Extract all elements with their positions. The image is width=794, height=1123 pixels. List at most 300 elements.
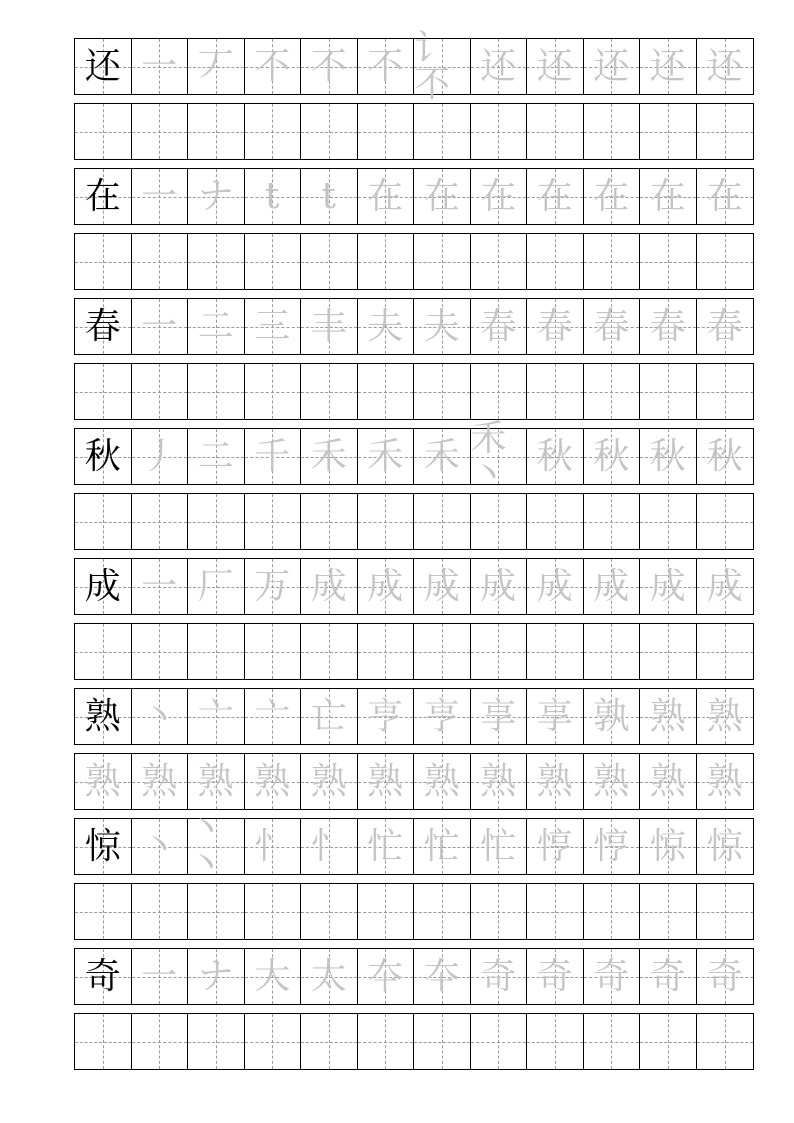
trace-cell: [471, 299, 528, 354]
trace-cell: [584, 429, 641, 484]
trace-character: ナ: [197, 955, 234, 997]
blank-cell: [640, 364, 697, 419]
trace-character: 还: [706, 45, 743, 87]
trace-cell: [132, 819, 189, 874]
practice-row: [74, 233, 754, 290]
blank-cell: [301, 1014, 358, 1069]
model-cell: [75, 559, 132, 614]
trace-character: 亨: [423, 695, 460, 737]
trace-character: t: [321, 175, 336, 217]
trace-character: 一: [141, 45, 178, 87]
trace-cell: [640, 559, 697, 614]
trace-cell: [245, 429, 302, 484]
trace-cell: [301, 949, 358, 1004]
blank-cell: [75, 364, 132, 419]
trace-cell: [697, 689, 754, 744]
trace-cell: [188, 949, 245, 1004]
blank-cell: [301, 884, 358, 939]
trace-character: 秋: [649, 435, 686, 477]
blank-cell: [697, 884, 754, 939]
trace-cell: [245, 949, 302, 1004]
blank-cell: [527, 494, 584, 549]
trace-cell: [301, 819, 358, 874]
trace-cell: [414, 559, 471, 614]
practice-row: [74, 493, 754, 550]
trace-cell: [132, 429, 189, 484]
blank-cell: [584, 494, 641, 549]
trace-cell: [358, 429, 415, 484]
trace-character: 不: [254, 45, 291, 87]
blank-cell: [75, 624, 132, 679]
blank-cell: [188, 884, 245, 939]
trace-cell: [358, 949, 415, 1004]
trace-character: 忙: [480, 825, 517, 867]
trace-cell: [527, 559, 584, 614]
trace-character: 在: [367, 175, 404, 217]
blank-cell: [640, 494, 697, 549]
blank-cell: [188, 1014, 245, 1069]
trace-cell: [584, 169, 641, 224]
blank-cell: [527, 1014, 584, 1069]
blank-cell: [697, 624, 754, 679]
blank-cell: [414, 104, 471, 159]
trace-cell: [697, 429, 754, 484]
model-character: 奇: [84, 955, 121, 997]
trace-character: 熟: [536, 760, 573, 802]
trace-cell: [527, 949, 584, 1004]
trace-cell: [358, 39, 415, 94]
trace-character: 悙: [536, 825, 573, 867]
trace-character: 成: [536, 565, 573, 607]
trace-character: 三: [254, 305, 291, 347]
trace-character: 在: [649, 175, 686, 217]
trace-cell: [640, 689, 697, 744]
blank-cell: [358, 364, 415, 419]
trace-character: 春: [536, 305, 573, 347]
trace-cell: [697, 754, 754, 809]
trace-character: 太: [310, 955, 347, 997]
blank-cell: [527, 234, 584, 289]
trace-character: 熟: [310, 760, 347, 802]
blank-cell: [132, 624, 189, 679]
trace-cell: [414, 27, 471, 105]
trace-character: 一: [141, 565, 178, 607]
trace-cell: [584, 559, 641, 614]
blank-cell: [188, 104, 245, 159]
blank-cell: [697, 1014, 754, 1069]
trace-character: 夲: [367, 955, 404, 997]
trace-cell: [414, 949, 471, 1004]
blank-cell: [584, 884, 641, 939]
trace-cell: [301, 754, 358, 809]
blank-cell: [697, 234, 754, 289]
blank-cell: [527, 624, 584, 679]
blank-cell: [245, 104, 302, 159]
trace-character: 熟: [197, 760, 234, 802]
blank-cell: [358, 884, 415, 939]
trace-character: ナ: [197, 175, 234, 217]
trace-cell: [640, 949, 697, 1004]
blank-cell: [697, 104, 754, 159]
trace-character: 奇: [649, 955, 686, 997]
blank-cell: [301, 494, 358, 549]
trace-character: 成: [423, 565, 460, 607]
trace-cell: [301, 169, 358, 224]
trace-character: 忄: [310, 825, 347, 867]
blank-cell: [414, 364, 471, 419]
trace-character: 熟: [480, 760, 517, 802]
trace-cell: [245, 689, 302, 744]
blank-cell: [358, 494, 415, 549]
character-row: [74, 948, 754, 1005]
blank-cell: [471, 494, 528, 549]
trace-character: 春: [480, 305, 517, 347]
blank-cell: [414, 624, 471, 679]
blank-cell: [471, 624, 528, 679]
trace-cell: [414, 169, 471, 224]
blank-cell: [75, 884, 132, 939]
trace-cell: [414, 299, 471, 354]
trace-character: 不: [310, 45, 347, 87]
blank-cell: [132, 234, 189, 289]
trace-character: 惊: [706, 825, 743, 867]
blank-cell: [640, 624, 697, 679]
blank-cell: [471, 364, 528, 419]
trace-character: 秋: [536, 435, 573, 477]
trace-character: 奇: [593, 955, 630, 997]
trace-character: 在: [536, 175, 573, 217]
trace-character: 二: [197, 435, 234, 477]
trace-cell: [640, 299, 697, 354]
trace-character: 不: [367, 45, 404, 87]
blank-cell: [527, 884, 584, 939]
character-row: [74, 807, 754, 885]
trace-cell: [245, 754, 302, 809]
trace-cell: [245, 169, 302, 224]
trace-cell: [697, 559, 754, 614]
trace-character: 奇: [536, 955, 573, 997]
trace-cell: [471, 169, 528, 224]
model-cell: [75, 949, 132, 1004]
trace-cell: [245, 39, 302, 94]
trace-cell: [358, 559, 415, 614]
trace-cell: [697, 39, 754, 94]
trace-cell: [471, 689, 528, 744]
trace-cell: [640, 429, 697, 484]
blank-cell: [132, 494, 189, 549]
trace-cell: [188, 169, 245, 224]
trace-cell: [584, 39, 641, 94]
trace-cell: [471, 949, 528, 1004]
trace-character: 熟: [84, 760, 121, 802]
trace-character: 春: [706, 305, 743, 347]
blank-cell: [75, 234, 132, 289]
blank-cell: [584, 234, 641, 289]
trace-cell: [188, 754, 245, 809]
practice-row: [74, 623, 754, 680]
trace-character: 忙: [367, 825, 404, 867]
character-row: [74, 168, 754, 225]
trace-cell: [358, 819, 415, 874]
trace-cell: [358, 689, 415, 744]
blank-cell: [527, 104, 584, 159]
blank-cell: [245, 624, 302, 679]
blank-cell: [132, 884, 189, 939]
blank-cell: [358, 624, 415, 679]
blank-cell: [697, 364, 754, 419]
trace-cell: [527, 819, 584, 874]
model-character: 春: [84, 305, 121, 347]
blank-cell: [697, 494, 754, 549]
trace-cell: [527, 754, 584, 809]
trace-character: 在: [480, 175, 517, 217]
practice-row: [74, 103, 754, 160]
blank-cell: [245, 364, 302, 419]
trace-cell: [414, 429, 471, 484]
trace-character: 春: [593, 305, 630, 347]
trace-character: 悙: [593, 825, 630, 867]
character-row: [74, 688, 754, 745]
trace-cell: [188, 807, 245, 885]
trace-cell: [245, 299, 302, 354]
trace-cell: [584, 819, 641, 874]
blank-cell: [471, 1014, 528, 1069]
blank-cell: [471, 884, 528, 939]
trace-cell: [132, 949, 189, 1004]
blank-cell: [245, 884, 302, 939]
trace-character: 禾丶: [470, 417, 507, 495]
trace-cell: [414, 819, 471, 874]
blank-cell: [358, 234, 415, 289]
trace-character: 丶: [141, 825, 178, 867]
trace-character: 禾: [367, 435, 404, 477]
trace-character: 享: [480, 695, 517, 737]
trace-character: 熟: [423, 760, 460, 802]
practice-row: [74, 363, 754, 420]
character-row: [74, 27, 754, 105]
blank-cell: [527, 364, 584, 419]
trace-character: 万: [254, 565, 291, 607]
trace-cell: [640, 819, 697, 874]
trace-character: 孰: [593, 695, 630, 737]
trace-character: 亡: [310, 695, 347, 737]
trace-character: 夫: [423, 305, 460, 347]
trace-character: 丰: [310, 305, 347, 347]
trace-cell: [188, 689, 245, 744]
blank-cell: [75, 1014, 132, 1069]
model-cell: [75, 819, 132, 874]
blank-cell: [301, 364, 358, 419]
model-cell: [75, 299, 132, 354]
trace-character: 熟: [649, 695, 686, 737]
character-row: [74, 558, 754, 615]
blank-cell: [188, 494, 245, 549]
trace-cell: [245, 819, 302, 874]
trace-cell: [471, 559, 528, 614]
trace-cell: [640, 754, 697, 809]
trace-cell: [301, 39, 358, 94]
trace-cell: [75, 754, 132, 809]
trace-character: 亠: [254, 695, 291, 737]
trace-cell: [188, 429, 245, 484]
trace-character: 成: [706, 565, 743, 607]
model-cell: [75, 169, 132, 224]
trace-character: 熟: [254, 760, 291, 802]
trace-cell: [527, 39, 584, 94]
trace-cell: [132, 754, 189, 809]
trace-character: 厂: [197, 565, 234, 607]
trace-cell: [470, 417, 528, 495]
trace-character: 禾: [423, 435, 460, 477]
character-row: [74, 298, 754, 355]
trace-character: 夫: [367, 305, 404, 347]
blank-cell: [584, 1014, 641, 1069]
trace-character: 成: [593, 565, 630, 607]
trace-character: 丿: [141, 435, 178, 477]
trace-character: 熟: [593, 760, 630, 802]
trace-character: 丆: [197, 45, 234, 87]
blank-cell: [75, 104, 132, 159]
trace-cell: [471, 819, 528, 874]
practice-row: [74, 753, 754, 810]
trace-character: 千: [254, 435, 291, 477]
trace-cell: [358, 169, 415, 224]
model-character: 熟: [84, 695, 121, 737]
trace-cell: [245, 559, 302, 614]
trace-cell: [527, 689, 584, 744]
blank-cell: [132, 1014, 189, 1069]
blank-cell: [471, 104, 528, 159]
trace-cell: [188, 299, 245, 354]
trace-cell: [414, 754, 471, 809]
trace-character: 成: [310, 565, 347, 607]
model-character: 成: [84, 565, 121, 607]
trace-character: 秋: [593, 435, 630, 477]
trace-cell: [132, 169, 189, 224]
model-cell: [75, 39, 132, 94]
blank-cell: [358, 1014, 415, 1069]
blank-cell: [132, 104, 189, 159]
trace-cell: [697, 819, 754, 874]
trace-character: 还: [649, 45, 686, 87]
trace-character: 禾: [310, 435, 347, 477]
trace-character: 享: [536, 695, 573, 737]
blank-cell: [640, 884, 697, 939]
trace-cell: [471, 39, 528, 94]
trace-cell: [132, 299, 189, 354]
trace-cell: [301, 429, 358, 484]
trace-character: 讠不: [414, 27, 451, 105]
trace-character: 还: [480, 45, 517, 87]
practice-row: [74, 1013, 754, 1070]
blank-cell: [301, 234, 358, 289]
trace-cell: [640, 169, 697, 224]
trace-cell: [527, 429, 584, 484]
trace-cell: [697, 299, 754, 354]
blank-cell: [301, 104, 358, 159]
blank-cell: [414, 234, 471, 289]
trace-character: 一: [141, 305, 178, 347]
trace-character: 亠: [197, 695, 234, 737]
trace-character: 熟: [649, 760, 686, 802]
trace-character: 成: [480, 565, 517, 607]
trace-character: 忙: [423, 825, 460, 867]
trace-cell: [584, 754, 641, 809]
model-cell: [75, 689, 132, 744]
trace-character: 夲: [423, 955, 460, 997]
trace-character: 在: [423, 175, 460, 217]
trace-character: 成: [649, 565, 686, 607]
trace-cell: [188, 559, 245, 614]
trace-character: 丶: [141, 695, 178, 737]
trace-cell: [584, 689, 641, 744]
trace-character: 秋: [706, 435, 743, 477]
trace-cell: [584, 299, 641, 354]
model-character: 秋: [84, 435, 121, 477]
trace-cell: [527, 169, 584, 224]
trace-cell: [358, 299, 415, 354]
trace-cell: [414, 689, 471, 744]
blank-cell: [245, 494, 302, 549]
trace-cell: [301, 299, 358, 354]
trace-character: 大: [254, 955, 291, 997]
trace-character: 成: [367, 565, 404, 607]
trace-cell: [132, 689, 189, 744]
trace-character: 亨: [367, 695, 404, 737]
trace-cell: [527, 299, 584, 354]
trace-cell: [640, 39, 697, 94]
blank-cell: [640, 1014, 697, 1069]
trace-cell: [358, 754, 415, 809]
trace-cell: [132, 39, 189, 94]
trace-character: 奇: [480, 955, 517, 997]
trace-character: 奇: [706, 955, 743, 997]
trace-character: 熟: [141, 760, 178, 802]
trace-character: 还: [593, 45, 630, 87]
model-character: 在: [84, 175, 121, 217]
blank-cell: [301, 624, 358, 679]
blank-cell: [584, 624, 641, 679]
trace-cell: [471, 754, 528, 809]
blank-cell: [640, 104, 697, 159]
trace-cell: [697, 949, 754, 1004]
trace-cell: [301, 689, 358, 744]
trace-cell: [301, 559, 358, 614]
blank-cell: [75, 494, 132, 549]
trace-character: 惊: [649, 825, 686, 867]
trace-character: 还: [536, 45, 573, 87]
trace-character: 一: [141, 955, 178, 997]
blank-cell: [584, 364, 641, 419]
trace-character: 熟: [706, 695, 743, 737]
blank-cell: [640, 234, 697, 289]
blank-cell: [584, 104, 641, 159]
trace-character: 二: [197, 305, 234, 347]
blank-cell: [414, 1014, 471, 1069]
model-cell: [75, 429, 132, 484]
model-character: 还: [84, 45, 121, 87]
trace-cell: [697, 169, 754, 224]
trace-character: 熟: [706, 760, 743, 802]
trace-character: 一: [141, 175, 178, 217]
trace-character: 忄: [254, 825, 291, 867]
blank-cell: [245, 234, 302, 289]
blank-cell: [358, 104, 415, 159]
blank-cell: [471, 234, 528, 289]
trace-character: 丶丶: [188, 807, 225, 885]
trace-cell: [132, 559, 189, 614]
blank-cell: [414, 884, 471, 939]
